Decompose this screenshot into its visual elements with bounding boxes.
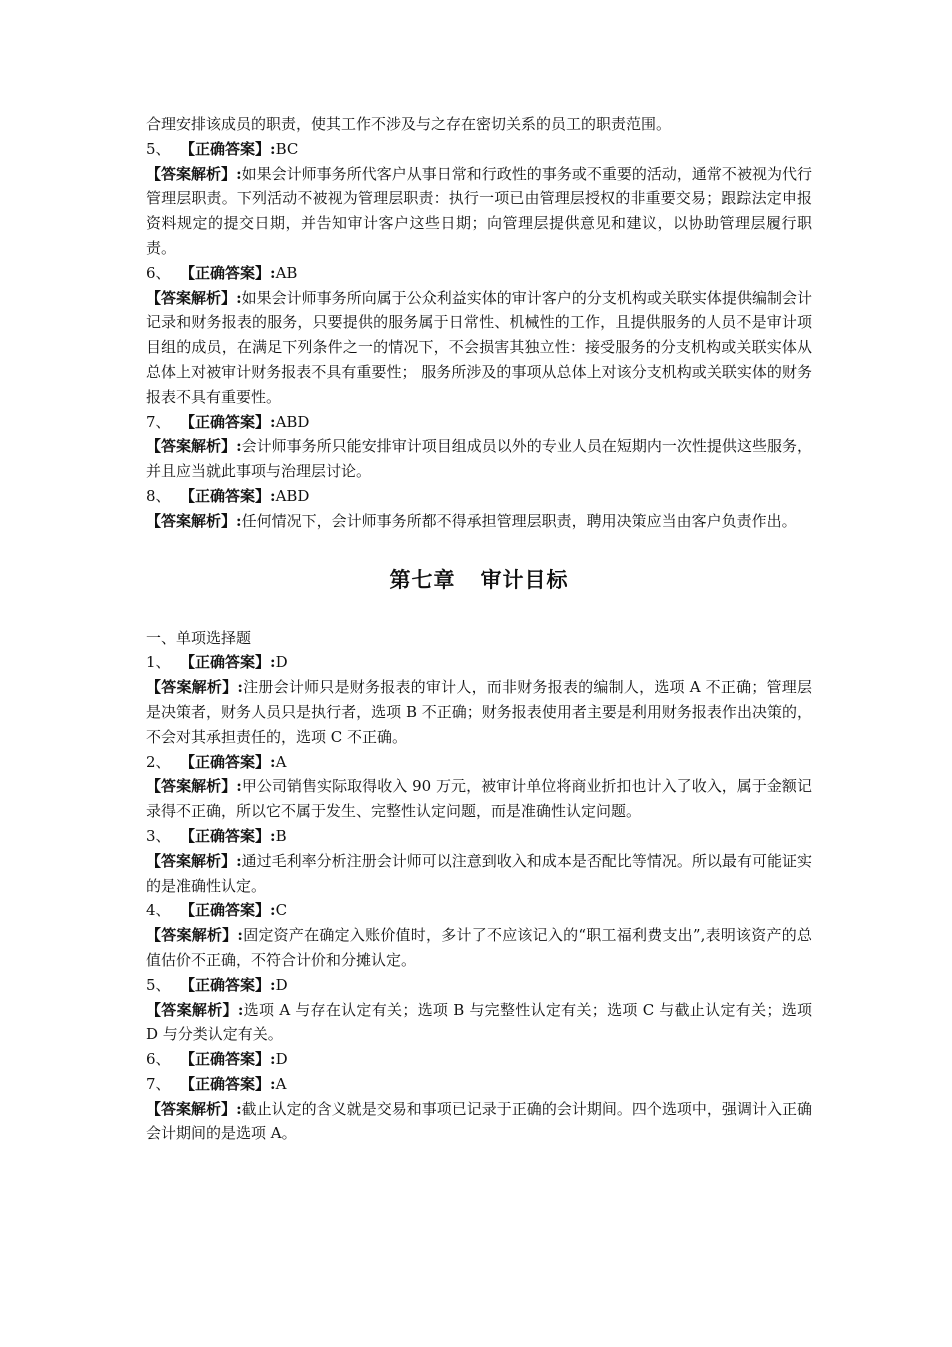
analysis-paragraph <box>146 998 812 1048</box>
analysis-text: 如果会计师事务所代客户从事日常和行政性的事务或不重要的活动，通常不被视为代行管理层职责。下列活动不被视为管理层职责：执行一项已由管理层授权的非重要交易；跟踪法定申报资料规定的提交日期，并告知审计客户这些日期；向管理层提供意见和建议，以协助管理层履行职责。 <box>146 164 812 257</box>
answer-value: D <box>275 1050 288 1069</box>
answer-label: 【正确答案】 <box>180 653 271 672</box>
colon: : <box>236 164 242 183</box>
item-6 <box>146 1047 812 1072</box>
analysis-paragraph <box>146 434 812 484</box>
answer-value: D <box>275 975 288 994</box>
prev-item-5 <box>146 137 812 261</box>
colon: : <box>236 777 242 796</box>
analysis-paragraph <box>146 923 812 973</box>
answer-line <box>146 750 812 775</box>
colon: : <box>270 1074 276 1093</box>
answer-value: ABD <box>275 412 310 431</box>
colon: : <box>270 901 276 920</box>
analysis-paragraph <box>146 286 812 410</box>
prev-item-7 <box>146 410 812 484</box>
answer-label: 【正确答案】 <box>180 139 271 158</box>
colon: : <box>270 486 276 505</box>
chapter-title: 第七章 审计目标 <box>389 567 569 592</box>
analysis-label: 【答案解析】 <box>146 288 237 307</box>
colon: : <box>270 826 276 845</box>
colon: : <box>236 288 242 307</box>
answer-label: 【正确答案】 <box>180 975 271 994</box>
analysis-label: 【答案解析】 <box>146 1000 238 1019</box>
item-number: 8、 <box>146 486 171 505</box>
colon: : <box>270 1050 276 1069</box>
item-1 <box>146 650 812 749</box>
colon: : <box>270 263 276 282</box>
item-number: 6、 <box>146 1050 171 1069</box>
analysis-text: 截止认定的含义就是交易和事项已记录于正确的会计期间。四个选项中，强调计入正确会计期间的是选项 A。 <box>146 1099 812 1143</box>
analysis-label: 【答案解析】 <box>146 511 237 530</box>
answer-label: 【正确答案】 <box>180 752 271 771</box>
answer-label: 【正确答案】 <box>180 486 271 505</box>
item-number: 5、 <box>146 139 171 158</box>
analysis-text: 任何情况下，会计师事务所都不得承担管理层职责，聘用决策应当由客户负责作出。 <box>241 511 797 530</box>
analysis-text: 如果会计师事务所向属于公众利益实体的审计客户的分支机构或关联实体提供编制会计记录和财务报表的服务，只要提供的服务属于日常性、机械性的工作，且提供服务的人员不是审计项目组的成员，在满足下列条件之一的情况下，不会损害其独立性：接受服务的分支机构或关联实体从总体上对被审计财务报表不具有重要性； 服务所涉及的事项从总体上对该分支机构或关联实体的财务报表不具有重要性。 <box>146 288 812 406</box>
item-number: 4、 <box>146 901 171 920</box>
answer-line <box>146 1072 812 1097</box>
item-7 <box>146 1072 812 1146</box>
colon: : <box>236 437 242 456</box>
item-4 <box>146 898 812 972</box>
analysis-label: 【答案解析】 <box>146 164 237 183</box>
answer-line <box>146 484 812 509</box>
colon: : <box>236 1099 242 1118</box>
answer-label: 【正确答案】 <box>180 1050 271 1069</box>
answer-line <box>146 1047 812 1072</box>
prev-item-8 <box>146 484 812 534</box>
answer-line <box>146 898 812 923</box>
analysis-paragraph <box>146 774 812 824</box>
answer-line <box>146 824 812 849</box>
analysis-label: 【答案解析】 <box>146 926 238 945</box>
continuation-text: 合理安排该成员的职责，使其工作不涉及与之存在密切关系的员工的职责范围。 <box>146 115 672 133</box>
item-2 <box>146 750 812 824</box>
answer-value: B <box>275 826 287 845</box>
item-5 <box>146 973 812 1047</box>
analysis-paragraph <box>146 509 812 534</box>
colon: : <box>237 678 243 697</box>
answer-line <box>146 973 812 998</box>
analysis-text: 会计师事务所只能安排审计项目组成员以外的专业人员在短期内一次性提供这些服务，并且应当就此事项与治理层讨论。 <box>146 437 812 481</box>
answer-line <box>146 410 812 435</box>
answer-value: A <box>275 752 287 771</box>
item-number: 5、 <box>146 975 171 994</box>
colon: : <box>270 412 276 431</box>
colon: : <box>270 139 276 158</box>
analysis-label: 【答案解析】 <box>146 1099 237 1118</box>
item-number: 7、 <box>146 412 171 431</box>
answer-line <box>146 137 812 162</box>
analysis-paragraph <box>146 1097 812 1147</box>
prev-item-6 <box>146 261 812 410</box>
colon: : <box>270 752 276 771</box>
analysis-label: 【答案解析】 <box>146 678 238 697</box>
item-number: 1、 <box>146 653 171 672</box>
answer-label: 【正确答案】 <box>180 412 271 431</box>
answer-value: A <box>275 1074 287 1093</box>
answer-value: C <box>275 901 288 920</box>
answer-label: 【正确答案】 <box>180 263 271 282</box>
section-heading: 一、单项选择题 <box>146 628 252 647</box>
colon: : <box>236 851 242 870</box>
analysis-paragraph <box>146 849 812 899</box>
item-number: 3、 <box>146 826 171 845</box>
answer-value: D <box>275 653 288 672</box>
answer-value: BC <box>275 139 299 158</box>
document-page <box>146 112 812 1146</box>
answer-line <box>146 650 812 675</box>
item-number: 7、 <box>146 1074 171 1093</box>
analysis-label: 【答案解析】 <box>146 851 237 870</box>
answer-value: AB <box>275 263 298 282</box>
analysis-text: 注册会计师只是财务报表的审计人，而非财务报表的编制人，选项 A 不正确；管理层是决策者，财务人员只是执行者，选项 B 不正确；财务报表使用者主要是利用财务报表作出决策的，不会对其承担责任的，选项 C 不正确。 <box>146 678 812 746</box>
analysis-paragraph <box>146 675 812 749</box>
colon: : <box>237 1000 244 1019</box>
answer-label: 【正确答案】 <box>180 901 271 920</box>
answer-label: 【正确答案】 <box>180 826 271 845</box>
analysis-text: 选项 A 与存在认定有关；选项 B 与完整性认定有关；选项 C 与截止认定有关；选项 D 与分类认定有关。 <box>146 1000 812 1044</box>
colon: : <box>236 511 242 530</box>
answer-label: 【正确答案】 <box>180 1074 271 1093</box>
colon: : <box>270 975 276 994</box>
answer-line <box>146 261 812 286</box>
item-number: 2、 <box>146 752 171 771</box>
analysis-paragraph <box>146 162 812 261</box>
analysis-label: 【答案解析】 <box>146 777 237 796</box>
answer-value: ABD <box>275 486 310 505</box>
colon: : <box>237 926 243 945</box>
analysis-text: 通过毛利率分析注册会计师可以注意到收入和成本是否配比等情况。所以最有可能证实的是准确性认定。 <box>146 851 812 895</box>
item-number: 6、 <box>146 263 171 282</box>
analysis-text: 固定资产在确定入账价值时，多计了不应该记入的“职工福利费支出”,表明该资产的总值估价不正确，不符合计价和分摊认定。 <box>146 926 812 969</box>
colon: : <box>270 653 276 672</box>
item-3 <box>146 824 812 898</box>
analysis-label: 【答案解析】 <box>146 437 237 456</box>
analysis-text: 甲公司销售实际取得收入 90 万元，被审计单位将商业折扣也计入了收入，属于金额记录得不正确，所以它不属于发生、完整性认定问题，而是准确性认定问题。 <box>146 777 812 821</box>
